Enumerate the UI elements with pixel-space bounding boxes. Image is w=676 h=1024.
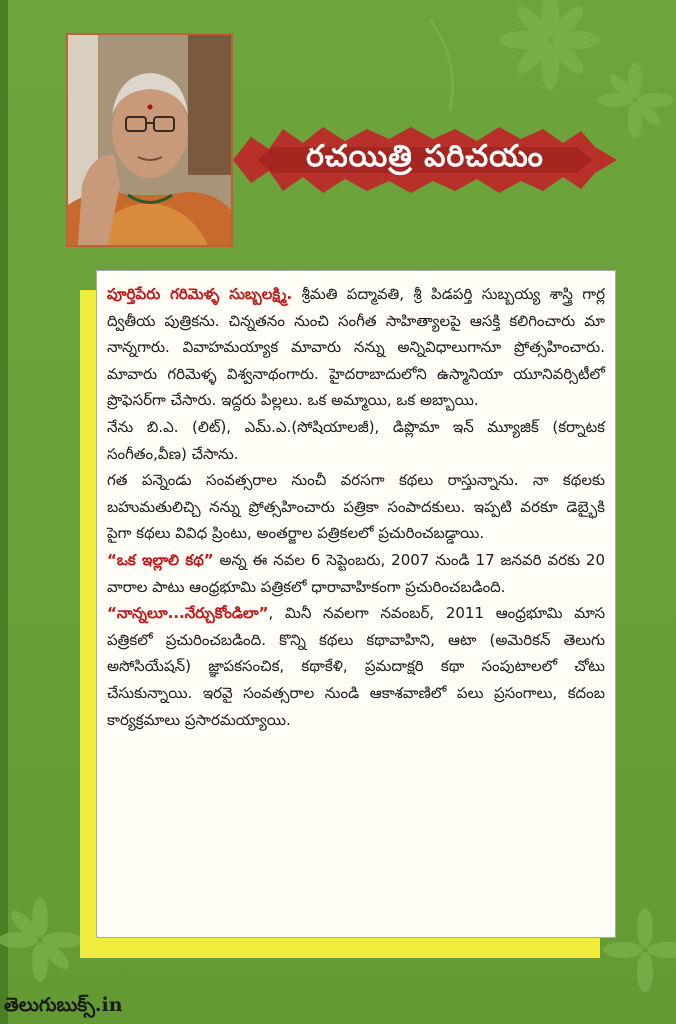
bio-paragraph-5 bbox=[107, 600, 605, 733]
author-portrait-image bbox=[68, 35, 231, 245]
bio-full-name-lead: పూర్తిపేరు గరిమెళ్ళ సుబ్బలక్ష్మి. bbox=[107, 285, 293, 303]
publisher-watermark: తెలుగుబుక్స్.in bbox=[4, 994, 123, 1016]
cover-spine-edge bbox=[0, 0, 8, 1024]
bio-paragraph-3: గత పన్నెండు సంవత్సరాల నుంచీ వరసగా కథలు రాస్తున్నాను. నా కథలకు బహుమతులిచ్చి నన్ను ప్రోత్సహించారు పత్రికా సంపాదకులు. ఇప్పటి వరకూ డెబ్భైకి పైగా కథలు వివిధ ప్రింటు, అంతర్జాల పత్రికలలో ప్రచురించబడ్డాయి. bbox=[107, 471, 605, 543]
author-bio-panel bbox=[96, 270, 616, 938]
bio-paragraph-2: నేను బి.ఎ. (లిట్), ఎమ్.ఎ.(సోషియాలజీ), డిప్లొమా ఇన్ మ్యూజిక్ (కర్నాటక సంగీతం,వీణ) చేసాను. bbox=[107, 417, 605, 463]
bio-paragraph-1-text: శ్రీమతి పద్మావతి, శ్రీ పిడపర్తి సుబ్బయ్య శాస్త్రి గార్ల ద్వితీయ పుత్రికను. చిన్నతనం నుంచి సంగీత సాహిత్యాలపై ఆసక్తి కలిగించారు మా నాన్నగారు. వివాహమయ్యాక మావారు నన్ను అన్నివిధాలుగానూ ప్రోత్సహించారు. మావారు గరిమెళ్ళ విశ్వనాథంగారు. హైదరాబాదులోని ఉస్మానియా యూనివర్సిటీలో ప్రొఫెసర్‌గా చేసారు. ఇద్దరు పిల్లలు. ఒక అమ్మాయి, ఒక అబ్బాయి. bbox=[107, 285, 606, 410]
bio-paragraph-4 bbox=[107, 547, 605, 600]
page-title: రచయిత్రి పరిచయం bbox=[306, 139, 544, 174]
bio-paragraph-4-text: అన్న ఈ నవల 6 సెప్టెంబరు, 2007 నుండి 17 జనవరి వరకు 20 వారాల పాటు ఆంధ్రభూమి పత్రికలో ధారావాహికంగా ప్రచురించబడింది. bbox=[107, 550, 605, 596]
bio-paragraph-5-text: , మినీ నవలగా నవంబర్, 2011 ఆంధ్రభూమి మాస పత్రికలో ప్రచురించబడింది. కొన్ని కథలు కథావాహిని, ఆటా (అమెరికన్ తెలుగు అసోసియేషన్) జ్ఞాపకసంచిక, కథాకేళి, ప్రమదాక్షరి కథా సంపుటాలలో చోటు చేసుకున్నాయి. ఇరవై సంవత్సరాల నుండి ఆకాశవాణిలో పలు ప్రసంగాలు, కదంబ కార్యక్రమాలు ప్రసారమయ్యాయి. bbox=[107, 604, 605, 729]
bio-paragraph-1 bbox=[107, 281, 605, 414]
novel-title-2: “నాన్నలూ...నేర్చుకోండిలా” bbox=[107, 604, 269, 623]
author-photo bbox=[66, 33, 233, 247]
novel-title-1: “ఒక ఇల్లాలి కథ” bbox=[107, 550, 214, 569]
